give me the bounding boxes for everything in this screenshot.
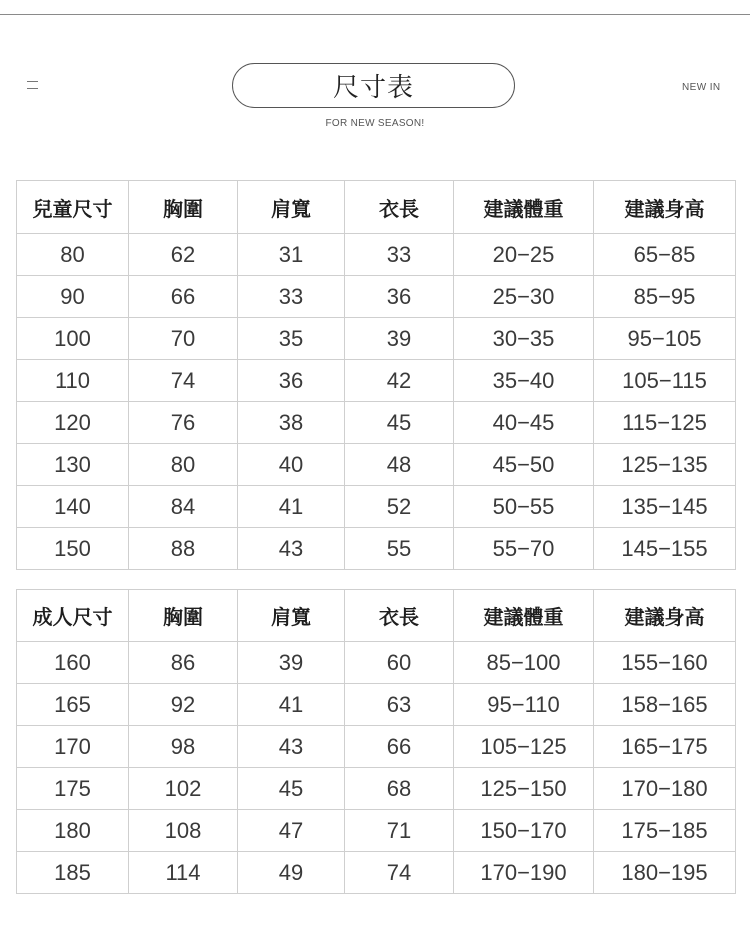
table-row: [17, 276, 736, 318]
table-cell: 86: [129, 642, 238, 684]
table-cell: 130: [17, 444, 129, 486]
table-cell: 65−85: [594, 234, 736, 276]
column-header: 兒童尺寸: [17, 181, 129, 234]
table-cell: 165−175: [594, 726, 736, 768]
table-cell: 47: [238, 810, 345, 852]
table-cell: 105−125: [454, 726, 594, 768]
new-in-link[interactable]: NEW IN: [682, 82, 721, 93]
table-row: [17, 360, 736, 402]
table-cell: 88: [129, 528, 238, 570]
table-cell: 114: [129, 852, 238, 894]
table-cell: 39: [238, 642, 345, 684]
table-cell: 40: [238, 444, 345, 486]
table-cell: 85−100: [454, 642, 594, 684]
table-cell: 175−185: [594, 810, 736, 852]
table-cell: 41: [238, 486, 345, 528]
table-cell: 80: [129, 444, 238, 486]
table-cell: 39: [345, 318, 454, 360]
table-cell: 49: [238, 852, 345, 894]
table-row: [17, 528, 736, 570]
column-header: 胸圍: [129, 590, 238, 642]
table-cell: 115−125: [594, 402, 736, 444]
table-row: [17, 684, 736, 726]
table-cell: 175: [17, 768, 129, 810]
column-header: 衣長: [345, 181, 454, 234]
table-cell: 68: [345, 768, 454, 810]
table-cell: 35: [238, 318, 345, 360]
table-cell: 35−40: [454, 360, 594, 402]
table-cell: 55−70: [454, 528, 594, 570]
table-cell: 85−95: [594, 276, 736, 318]
table-cell: 55: [345, 528, 454, 570]
table-cell: 180: [17, 810, 129, 852]
table-cell: 125−150: [454, 768, 594, 810]
column-header: 胸圍: [129, 181, 238, 234]
table-cell: 158−165: [594, 684, 736, 726]
menu-icon[interactable]: [27, 80, 38, 90]
table-cell: 52: [345, 486, 454, 528]
table-cell: 71: [345, 810, 454, 852]
table-cell: 45−50: [454, 444, 594, 486]
table-cell: 60: [345, 642, 454, 684]
table-row: [17, 444, 736, 486]
table-cell: 98: [129, 726, 238, 768]
table-cell: 30−35: [454, 318, 594, 360]
table-cell: 66: [129, 276, 238, 318]
table-cell: 48: [345, 444, 454, 486]
table-row: [17, 726, 736, 768]
table-cell: 185: [17, 852, 129, 894]
table-cell: 45: [238, 768, 345, 810]
top-divider: [0, 14, 750, 15]
table-cell: 135−145: [594, 486, 736, 528]
table-cell: 40−45: [454, 402, 594, 444]
table-cell: 66: [345, 726, 454, 768]
table-cell: 45: [345, 402, 454, 444]
column-header: 成人尺寸: [17, 590, 129, 642]
table-cell: 36: [238, 360, 345, 402]
table-cell: 76: [129, 402, 238, 444]
table-cell: 110: [17, 360, 129, 402]
table-cell: 150: [17, 528, 129, 570]
table-row: [17, 852, 736, 894]
table-cell: 62: [129, 234, 238, 276]
table-cell: 43: [238, 726, 345, 768]
table-row: [17, 642, 736, 684]
column-header: 建議體重: [454, 590, 594, 642]
table-cell: 70: [129, 318, 238, 360]
table-cell: 33: [345, 234, 454, 276]
table-cell: 74: [345, 852, 454, 894]
table-cell: 125−135: [594, 444, 736, 486]
table-cell: 120: [17, 402, 129, 444]
table-row: [17, 402, 736, 444]
table-cell: 150−170: [454, 810, 594, 852]
table-cell: 31: [238, 234, 345, 276]
table-cell: 20−25: [454, 234, 594, 276]
table-row: [17, 810, 736, 852]
table-cell: 155−160: [594, 642, 736, 684]
table-cell: 170−180: [594, 768, 736, 810]
table-cell: 170: [17, 726, 129, 768]
column-header: 建議體重: [454, 181, 594, 234]
table-cell: 95−105: [594, 318, 736, 360]
table-cell: 50−55: [454, 486, 594, 528]
table-cell: 38: [238, 402, 345, 444]
table-row: [17, 486, 736, 528]
table-cell: 63: [345, 684, 454, 726]
table-cell: 92: [129, 684, 238, 726]
table-cell: 90: [17, 276, 129, 318]
table-cell: 41: [238, 684, 345, 726]
table-cell: 95−110: [454, 684, 594, 726]
column-header: 衣長: [345, 590, 454, 642]
table-row: [17, 234, 736, 276]
table-header-row: [17, 590, 736, 642]
table-cell: 42: [345, 360, 454, 402]
table-cell: 105−115: [594, 360, 736, 402]
table-row: [17, 318, 736, 360]
table-cell: 33: [238, 276, 345, 318]
column-header: 建議身高: [594, 181, 736, 234]
title-badge: [232, 63, 515, 108]
table-cell: 108: [129, 810, 238, 852]
table-cell: 140: [17, 486, 129, 528]
table-cell: 36: [345, 276, 454, 318]
table-cell: 102: [129, 768, 238, 810]
table-cell: 145−155: [594, 528, 736, 570]
table-cell: 43: [238, 528, 345, 570]
table-cell: 165: [17, 684, 129, 726]
column-header: 肩寬: [238, 181, 345, 234]
column-header: 肩寬: [238, 590, 345, 642]
table-cell: 84: [129, 486, 238, 528]
table-cell: 160: [17, 642, 129, 684]
table-row: [17, 768, 736, 810]
table-cell: 25−30: [454, 276, 594, 318]
table-cell: 170−190: [454, 852, 594, 894]
table-cell: 74: [129, 360, 238, 402]
page-subtitle: FOR NEW SEASON!: [325, 118, 425, 129]
column-header: 建議身高: [594, 590, 736, 642]
kids-size-table: [16, 180, 736, 570]
table-cell: 180−195: [594, 852, 736, 894]
table-cell: 80: [17, 234, 129, 276]
table-cell: 100: [17, 318, 129, 360]
page-title: 尺寸表: [332, 73, 414, 103]
table-header-row: [17, 181, 736, 234]
adult-size-table: [16, 589, 736, 894]
